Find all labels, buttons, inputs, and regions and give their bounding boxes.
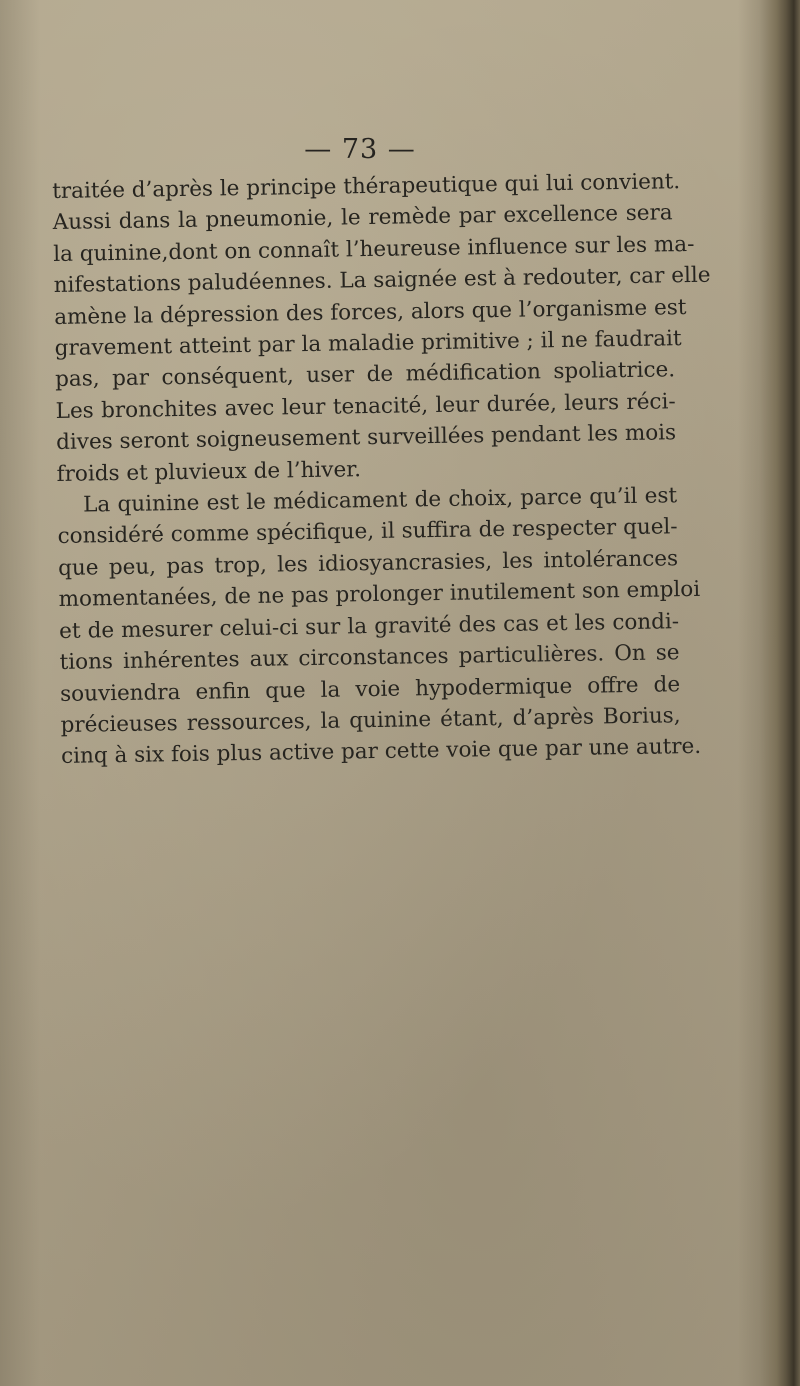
- text-line: amène la dépression des forces, alors que l’organisme est: [54, 294, 687, 330]
- text-line: Les bronchites avec leur tenacité, leur durée, leurs réci-: [55, 389, 676, 424]
- text-line: cinq à six fois plus active par cette voie que par une autre.: [60, 734, 702, 770]
- body-text: [52, 166, 711, 772]
- text-line: nifestations paludéennes. La saignée est à redouter, car elle: [53, 262, 711, 299]
- text-line: gravement atteint par la maladie primitive ; il ne faudrait: [54, 326, 682, 362]
- page-number: — 73 —: [304, 134, 416, 165]
- page-edge: [738, 0, 800, 1386]
- text-line: tions inhérentes aux circonstances particulières. On se: [59, 640, 680, 676]
- text-line: traitée d’après le principe thérapeutique qui lui convient.: [52, 169, 681, 204]
- text-line: pas, par conséquent, user de médification spoliatrice.: [55, 357, 676, 393]
- text-line: et de mesurer celui-ci sur la gravité des cas et les condi-: [58, 608, 680, 644]
- text-line: momentanées, de ne pas prolonger inutilement son emploi: [58, 577, 701, 613]
- text-line: que peu, pas trop, les idiosyancrasies, les intolérances: [57, 546, 679, 581]
- text-line: Aussi dans la pneumonie, le remède par excellence sera: [52, 200, 673, 236]
- page-gutter-shadow: [0, 0, 40, 1386]
- text-line: La quinine est le médicament de choix, parce qu’il est: [82, 483, 678, 518]
- text-line: la quinine,dont on connaît l’heureuse influence sur les ma-: [53, 231, 695, 267]
- text-line: froids et pluvieux de l’hiver.: [56, 456, 362, 487]
- text-line: considéré comme spécifique, il suffira de respecter quel-: [57, 514, 678, 550]
- text-line: précieuses ressources, la quinine étant, d’après Borius,: [60, 703, 681, 738]
- text-line: souviendra enfin que la voie hypodermique offre de: [59, 671, 681, 707]
- text-line: dives seront soigneusement surveillées pendant les mois: [55, 420, 677, 456]
